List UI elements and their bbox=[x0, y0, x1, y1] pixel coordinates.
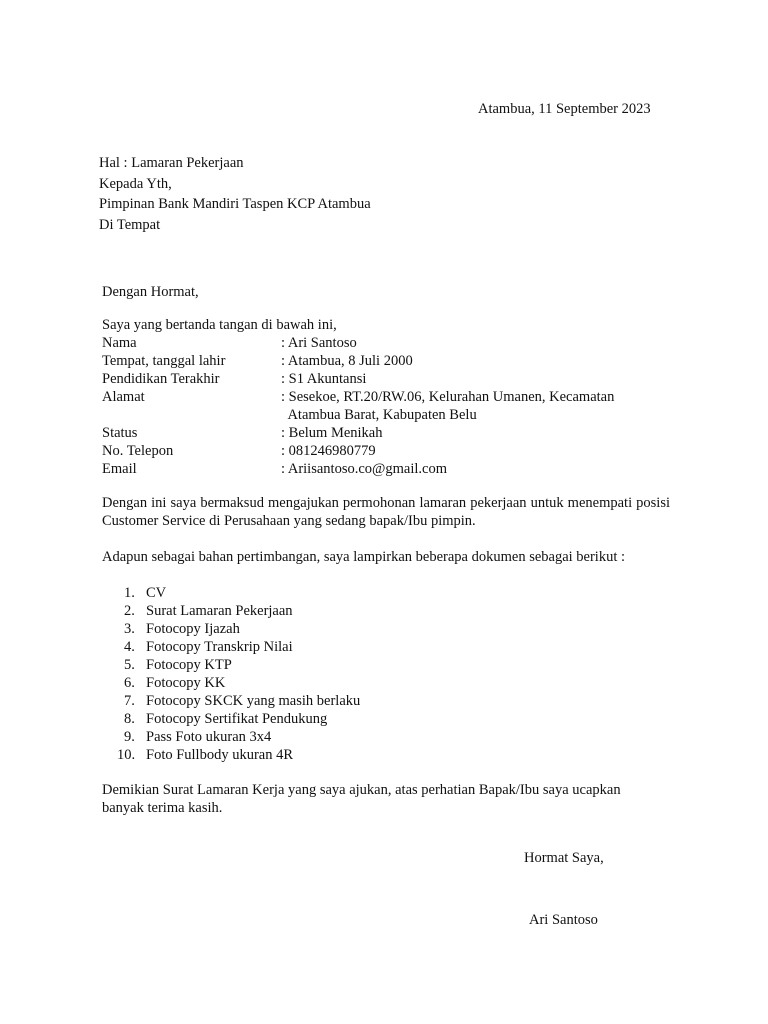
list-item bbox=[124, 728, 360, 746]
info-label: Tempat, tanggal lahir bbox=[102, 353, 226, 369]
addressee-name: Pimpinan Bank Mandiri Taspen KCP Atambua bbox=[99, 196, 371, 212]
list-number: 10. bbox=[117, 747, 136, 763]
list-item bbox=[124, 656, 360, 674]
info-label: No. Telepon bbox=[102, 443, 174, 459]
list-number: 2. bbox=[124, 603, 135, 619]
list-number: 5. bbox=[124, 657, 135, 673]
info-row-phone bbox=[102, 442, 614, 460]
info-row-name bbox=[102, 334, 614, 352]
applicant-info bbox=[102, 334, 614, 478]
list-text: Surat Lamaran Pekerjaan bbox=[146, 603, 293, 619]
list-text: Fotocopy KK bbox=[146, 675, 226, 691]
list-number: 4. bbox=[124, 639, 135, 655]
recipient-block bbox=[99, 154, 371, 236]
list-text: Fotocopy Ijazah bbox=[146, 621, 240, 637]
complimentary-close: Hormat Saya, bbox=[524, 850, 604, 866]
list-text: Foto Fullbody ukuran 4R bbox=[146, 747, 294, 763]
list-number: 8. bbox=[124, 711, 135, 727]
info-row-status bbox=[102, 424, 614, 442]
list-number: 6. bbox=[124, 675, 135, 691]
info-value: : Belum Menikah bbox=[281, 425, 383, 441]
document-list bbox=[117, 584, 361, 764]
addressee-greeting: Kepada Yth, bbox=[99, 175, 172, 192]
list-item bbox=[124, 710, 360, 728]
info-value: : S1 Akuntansi bbox=[281, 371, 367, 387]
info-label: Status bbox=[102, 425, 138, 441]
info-row-birth bbox=[102, 352, 614, 370]
list-item bbox=[124, 602, 360, 620]
letter-date: Atambua, 11 September 2023 bbox=[478, 101, 651, 117]
list-text: Pass Foto ukuran 3x4 bbox=[146, 729, 272, 745]
list-text: Fotocopy KTP bbox=[146, 657, 232, 673]
salutation: Dengan Hormat, bbox=[102, 284, 199, 300]
intro-line: Saya yang bertanda tangan di bawah ini, bbox=[102, 317, 337, 333]
attachments-intro: Adapun sebagai bahan pertimbangan, saya lampirkan beberapa dokumen sebagai berikut : bbox=[102, 549, 626, 565]
list-item bbox=[124, 638, 360, 656]
info-label: Email bbox=[102, 461, 137, 477]
purpose-paragraph: Dengan ini saya bermaksud mengajukan permohonan lamaran pekerjaan untuk menempati posisi Customer Service di Perusahaan yang sedang bapak/Ibu pimpin. bbox=[102, 495, 670, 529]
info-value: : Sesekoe, RT.20/RW.06, Kelurahan Umanen, Kecamatan Atambua Barat, Kabupaten Belu bbox=[281, 389, 615, 423]
list-item bbox=[124, 692, 360, 710]
info-row-address bbox=[102, 388, 614, 424]
list-text: Fotocopy SKCK yang masih berlaku bbox=[146, 693, 361, 709]
info-value: : Atambua, 8 Juli 2000 bbox=[281, 353, 413, 369]
info-label: Pendidikan Terakhir bbox=[102, 371, 220, 387]
info-label: Nama bbox=[102, 335, 137, 351]
list-number: 7. bbox=[124, 693, 135, 709]
info-label: Alamat bbox=[102, 389, 145, 405]
list-text: Fotocopy Sertifikat Pendukung bbox=[146, 711, 328, 727]
list-number: 3. bbox=[124, 621, 135, 637]
info-value: : Ariisantoso.co@gmail.com bbox=[281, 461, 447, 477]
info-value: : 081246980779 bbox=[281, 443, 376, 459]
list-number: 1. bbox=[124, 585, 135, 601]
subject-line: Hal : Lamaran Pekerjaan bbox=[99, 155, 244, 171]
info-value: : Ari Santoso bbox=[281, 335, 357, 351]
list-item bbox=[117, 746, 360, 764]
list-number: 9. bbox=[124, 729, 135, 745]
list-item bbox=[124, 620, 360, 638]
closing-paragraph: Demikian Surat Lamaran Kerja yang saya ajukan, atas perhatian Bapak/Ibu saya ucapkan banyak terima kasih. bbox=[102, 782, 621, 816]
addressee-place: Di Tempat bbox=[99, 216, 161, 233]
list-item bbox=[124, 584, 360, 602]
info-row-email bbox=[102, 460, 614, 478]
list-text: CV bbox=[146, 585, 167, 601]
list-text: Fotocopy Transkrip Nilai bbox=[146, 639, 293, 655]
signer-name: Ari Santoso bbox=[529, 912, 598, 928]
list-item bbox=[124, 674, 360, 692]
info-row-education bbox=[102, 370, 614, 388]
